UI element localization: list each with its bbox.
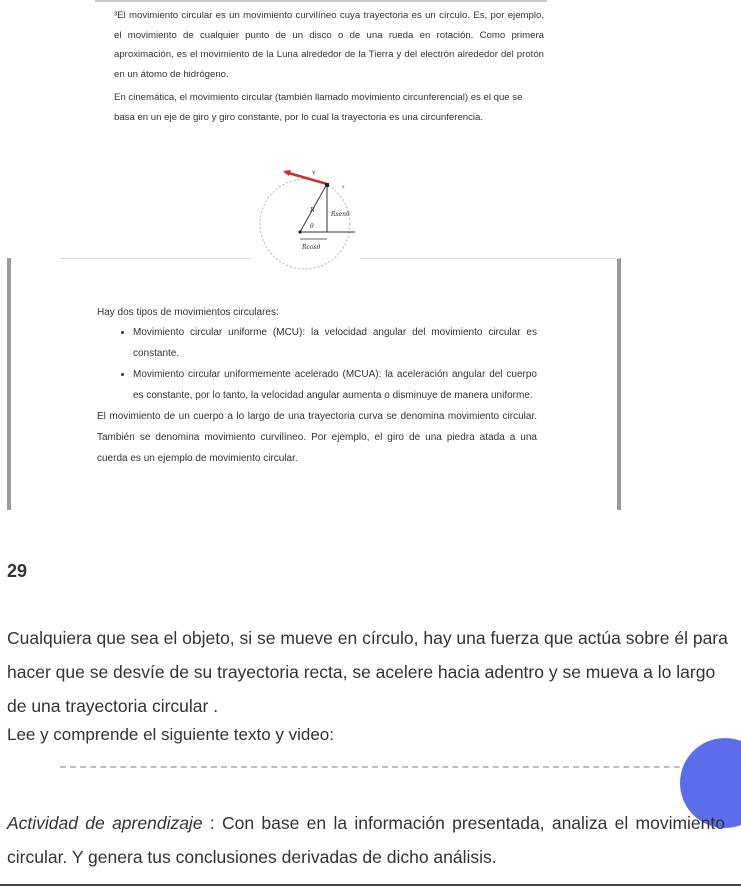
page-number: 29 — [7, 561, 28, 581]
right-border — [617, 258, 621, 510]
intro-paragraph — [114, 6, 544, 84]
activity-paragraph — [7, 806, 725, 874]
types-intro: Hay dos tipos de movimientos circulares: — [97, 307, 279, 318]
main-paragraph-text: Cualquiera que sea el objeto, si se mueve en círculo, hay una fuerza que actúa sobre él para hacer que se desvíe de su trayectoria recta, se acelere hacia adentro y se mueva a lo largo de una trayectoria circular . — [7, 628, 728, 716]
label-rcos: Rcosθ — [302, 244, 321, 251]
motion-types-section — [97, 304, 537, 469]
top-divider-left — [60, 258, 250, 259]
kinematics-paragraph — [114, 88, 544, 127]
point-marker — [325, 183, 329, 187]
left-border — [7, 258, 11, 510]
dashed-separator — [60, 766, 720, 768]
list-item: • Movimiento circular uniformemente acelerado (MCUA): la aceleración angular del cuerpo es constante, por lo tanto, la velocidad angular aumenta o disminuye de manera uniforme. — [133, 364, 537, 406]
label-rsen: Rsenθ — [331, 211, 350, 218]
paragraph-text: En cinemática, el movimiento circular (también llamado movimiento circunferencial) es el que se basa en un eje de giro y giro constante, por lo cual la trayectoria es una circunferencia. — [114, 92, 523, 123]
instruction-text: Lee y comprende el siguiente texto y video: — [7, 725, 334, 744]
label-r: R — [310, 207, 315, 214]
velocity-arrow — [285, 172, 327, 184]
circular-motion-diagram — [255, 162, 365, 277]
label-theta: θ — [310, 223, 314, 230]
center-point — [298, 230, 301, 233]
paragraph-text: ³El movimiento circular es un movimiento curvilíneo cuya trayectoria es un círculo. Es, por ejemplo, el movimiento de cualquier punto de un disco o de una rueda en rotación. Como primera aproximación, es el movimiento de la Luna alrededor de la Tierra y del electrón alrededor del protón en un átomo de hidrógeno. — [114, 10, 544, 80]
closing-paragraph: El movimiento de un cuerpo a lo largo de una trayectoria curva se denomina movimiento circular. También se denomina movimiento curvilíneo. Por ejemplo, el giro de una piedra atada a una cuerda es un ejemplo de movimiento circular. — [97, 411, 537, 464]
label-s: s — [342, 184, 345, 190]
types-list — [97, 322, 537, 406]
top-border — [95, 0, 547, 2]
label-v: v — [312, 169, 316, 176]
activity-label: Actividad de aprendizaje — [7, 813, 203, 833]
main-paragraph — [7, 621, 733, 723]
top-divider-right — [360, 258, 620, 259]
list-item: • Movimiento circular uniforme (MCU): la velocidad angular del movimiento circular es constante. — [133, 322, 537, 364]
activity-text: : Con base en la información presentada, analiza el movimiento circular. Y genera tus conclusiones derivadas de dicho análisis. — [7, 813, 725, 867]
bottom-border — [0, 884, 741, 886]
velocity-arrowhead — [283, 170, 291, 176]
